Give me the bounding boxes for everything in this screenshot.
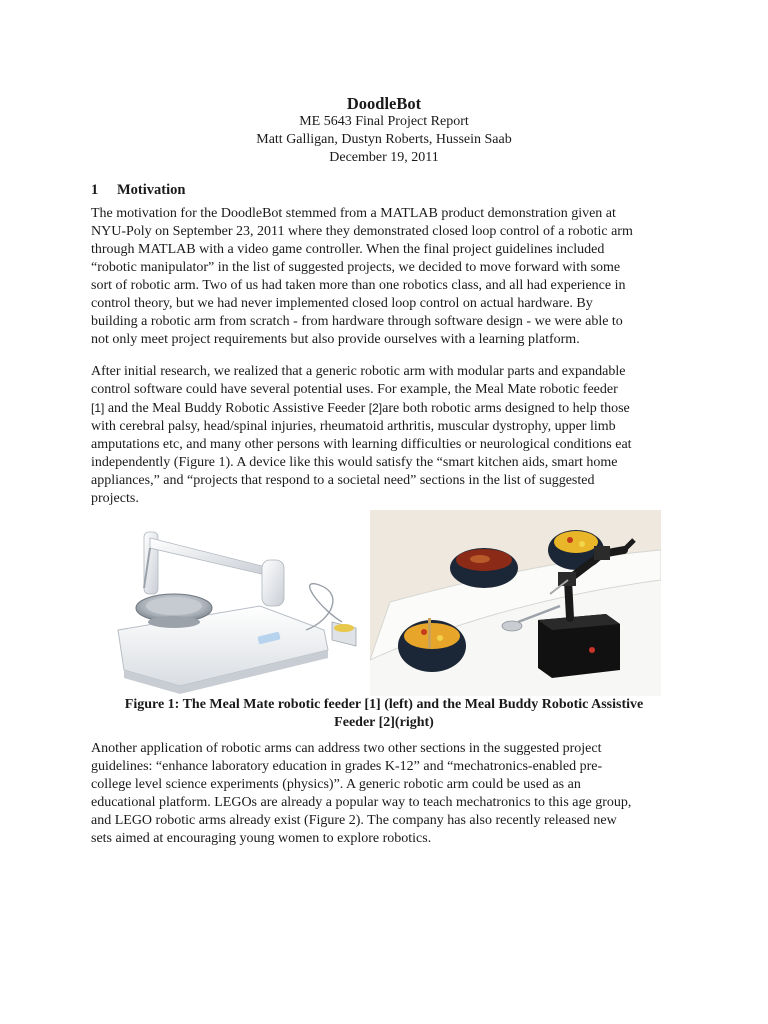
paragraph-education — [91, 740, 681, 848]
document-date: December 19, 2011 — [329, 150, 439, 165]
caption-line: Feeder [2](right) — [334, 715, 434, 730]
paragraph-line: control theory, but we had never implemented closed loop control on actual hardware. By — [91, 296, 593, 311]
paragraph-line: independently (Figure 1). A device like this would satisfy the “smart kitchen aids, smart home — [91, 455, 618, 470]
paragraph-line: “robotic manipulator” in the list of suggested projects, we decided to move forward with some — [91, 260, 621, 275]
paragraph-line — [91, 399, 681, 418]
paragraph-line: appliances,” and “projects that respond to a societal need” sections in the list of suggested — [91, 473, 595, 488]
paragraph-line: educational platform. LEGOs are already a popular way to teach mechatronics to this age group, — [91, 795, 632, 810]
citation-2: [2] — [368, 401, 383, 415]
citation-1: [1] — [91, 401, 105, 415]
paragraph-line: NYU-Poly on September 23, 2011 where they demonstrated closed loop control of a robotic arm — [91, 224, 633, 239]
paragraph-line: through MATLAB with a video game controller. When the final project guidelines included — [91, 242, 605, 257]
document-authors: Matt Galligan, Dustyn Roberts, Hussein Saab — [256, 132, 512, 147]
paragraph-text: and the Meal Buddy Robotic Assistive Feeder — [104, 401, 369, 416]
paragraph-line: sort of robotic arm. Two of us had taken more than one robotics class, and all had experience in — [91, 278, 626, 293]
paragraph-motivation — [91, 205, 681, 349]
paragraph-line: building a robotic arm from scratch - from hardware through software design - we were able to — [91, 314, 623, 329]
paragraph-line: Another application of robotic arms can address two other sections in the suggested project — [91, 741, 602, 756]
paragraph-line: guidelines: “enhance laboratory education in grades K-12” and “mechatronics-enabled pre- — [91, 759, 603, 774]
paragraph-line: amputations etc, and many other persons with learning difficulties or neurological conditions eat — [91, 437, 632, 452]
paragraph-line: control software could have several potential uses. For example, the Meal Mate robotic feeder — [91, 382, 618, 397]
section-title: Motivation — [117, 182, 186, 198]
figure-1-caption — [91, 696, 677, 732]
paragraph-text: are both robotic arms designed to help those — [382, 401, 630, 416]
paragraph-line: sets aimed at encouraging young women to explore robotics. — [91, 831, 432, 846]
paragraph-line: college level science experiments (physics)”. A generic robotic arm could be used as an — [91, 777, 581, 792]
paragraph-line: The motivation for the DoodleBot stemmed from a MATLAB product demonstration given at — [91, 206, 616, 221]
caption-line: Figure 1: The Meal Mate robotic feeder [1] (left) and the Meal Buddy Robotic Assistive — [124, 697, 644, 712]
paragraph-line: projects. — [91, 491, 139, 506]
paragraph-line: not only meet project requirements but also provide ourselves with a learning platform. — [91, 332, 580, 347]
paragraph-line: with cerebral palsy, head/spinal injuries, rheumatoid arthritis, muscular dystrophy, upper limb — [91, 419, 616, 434]
paragraph-line: and LEGO robotic arms already exist (Figure 2). The company has also recently released new — [91, 813, 617, 828]
section-number: 1 — [91, 182, 99, 198]
document-subtitle: ME 5643 Final Project Report — [299, 114, 469, 129]
document-title: DoodleBot — [346, 94, 422, 113]
section-heading — [91, 182, 185, 199]
paragraph-research — [91, 363, 681, 508]
paragraph-line: After initial research, we realized that a generic robotic arm with modular parts and expandable — [91, 364, 626, 379]
meal-mate-image — [110, 510, 366, 696]
meal-buddy-image — [370, 510, 661, 696]
